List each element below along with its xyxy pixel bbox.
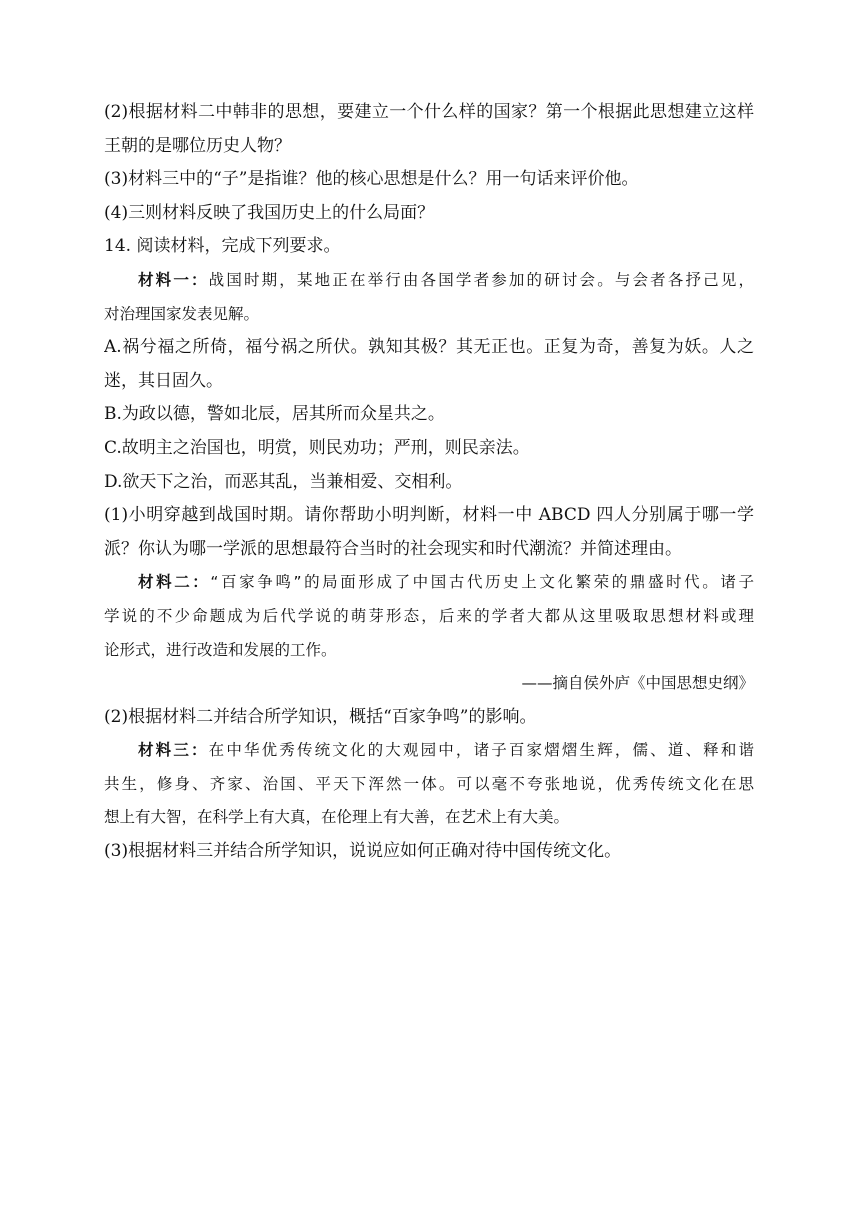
option-a-line1: A.祸兮福之所倚，福兮祸之所伏。孰知其极？其无正也。正复为奇，善复为妖。人之 xyxy=(104,337,754,358)
option-b: B.为政以德，警如北辰，居其所而众星共之。 xyxy=(104,404,445,425)
q13-sub2-line1: (2)根据材料二中韩非的思想，要建立一个什么样的国家？第一个根据此思想建立这样 xyxy=(104,102,754,122)
q14-sub1-line1: (1)小明穿越到战国时期。请你帮助小明判断，材料一中 ABCD 四人分别属于哪一学 xyxy=(104,505,754,526)
q14-material2-line2: 学说的不少命题成为后代学说的萌芽形态，后来的学者大都从这里吸取思想材料或理 xyxy=(104,606,754,625)
q14-sub2: (2)根据材料二并结合所学知识，概括“百家争鸣”的影响。 xyxy=(104,706,537,727)
material2-source: ——摘自侯外庐《中国思想史纲》 xyxy=(521,674,754,693)
material2-lead: 材料二： xyxy=(138,573,211,592)
material3-lead: 材料三： xyxy=(138,741,209,760)
material1-text: 战国时期，某地正在举行由各国学者参加的研讨会。与会者各抒己见， xyxy=(208,270,754,289)
q14-sub1-line2: 派？你认为哪一学派的思想最符合当时的社会现实和时代潮流？并简述理由。 xyxy=(104,538,682,559)
q14-sub3: (3)根据材料三并结合所学知识，说说应如何正确对待中国传统文化。 xyxy=(104,841,622,862)
material1-lead: 材料一： xyxy=(138,270,209,289)
option-a-line2: 迷，其日固久。 xyxy=(104,370,223,391)
q14-material3-line1 xyxy=(104,734,754,768)
q14-material2-line1 xyxy=(104,566,754,600)
document-page xyxy=(104,96,754,869)
q14-material1-line1 xyxy=(104,264,754,298)
q14-material3-line3: 想上有大智，在科学上有大真，在伦理上有大善，在艺术上有大美。 xyxy=(104,808,570,827)
q13-sub2-line2: 王朝的是哪位历史人物？ xyxy=(104,135,291,156)
material2-text: “百家争鸣”的局面形成了中国古代历史上文化繁荣的鼎盛时代。诸子 xyxy=(210,573,754,592)
q14-material1-line2: 对治理国家发表见解。 xyxy=(104,304,260,323)
option-d: D.欲天下之治，而恶其乱，当兼相爱、交相利。 xyxy=(104,471,463,492)
q14-heading: 14. 阅读材料，完成下列要求。 xyxy=(104,236,341,257)
q13-sub3: (3)材料三中的“子”是指谁？他的核心思想是什么？用一句话来评价他。 xyxy=(104,169,639,190)
material3-text: 在中华优秀传统文化的大观园中，诸子百家熠熠生辉，儒、道、释和谐 xyxy=(208,741,754,760)
option-c: C.故明主之治国也，明赏，则民劝功；严刑，则民亲法。 xyxy=(104,437,530,458)
q14-material3-line2: 共生，修身、齐家、治国、平天下浑然一体。可以毫不夸张地说，优秀传统文化在思 xyxy=(104,774,754,793)
q13-sub4: (4)三则材料反映了我国历史上的什么局面？ xyxy=(104,202,435,223)
q14-material2-line3: 论形式，进行改造和发展的工作。 xyxy=(104,640,337,659)
